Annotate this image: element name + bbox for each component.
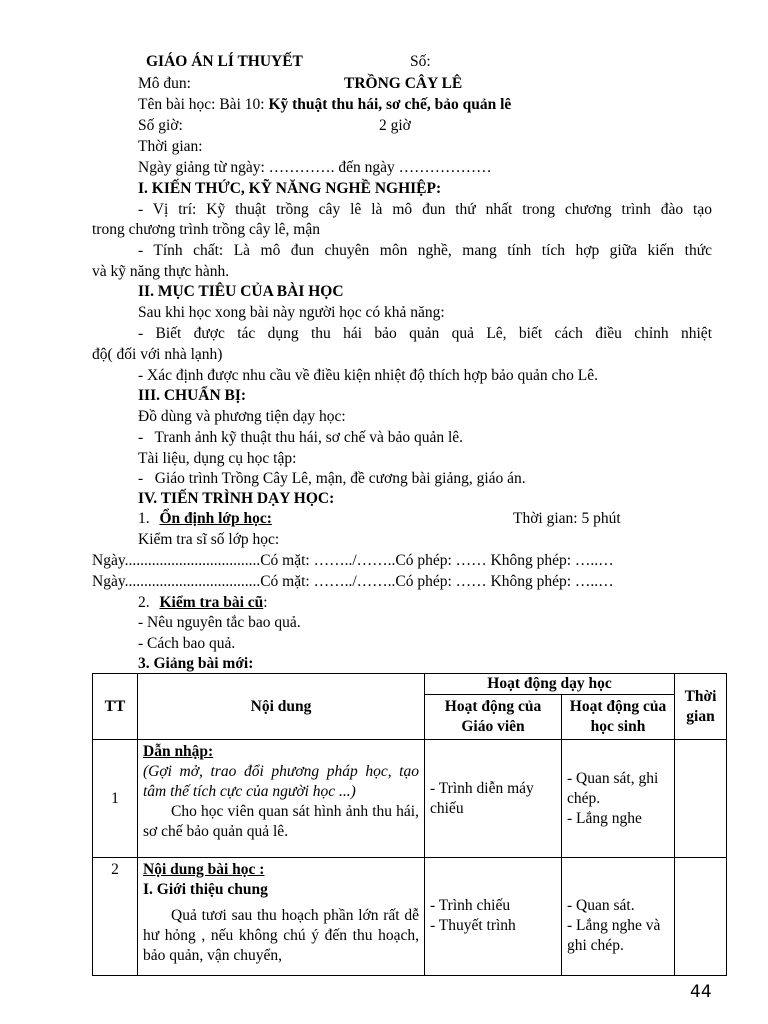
header-activities: Hoạt động dạy học (425, 674, 675, 695)
row-tt: 1 (93, 740, 138, 858)
row-teacher (425, 740, 562, 858)
teacher-activity: - Thuyết trình (430, 917, 516, 934)
nature-line2: và kỹ năng thực hành. (92, 263, 230, 280)
objective1-line1: - Biết được tác dụng thu hái bảo quản quả Lê, biết cách điều chỉnh nhiệt (138, 325, 712, 342)
section1-heading: I. KIẾN THỨC, KỸ NĂNG NGHỀ NGHIỆP: (138, 180, 442, 197)
header-teacher: Hoạt động của Giáo viên (425, 695, 562, 740)
step1-number: 1. (138, 510, 150, 527)
row-student (562, 858, 675, 976)
step1 (138, 509, 272, 529)
row-teacher (425, 858, 562, 976)
materials-label: Tài liệu, dụng cụ học tập: (138, 450, 297, 467)
header-student: Hoạt động của học sinh (562, 695, 675, 740)
attendance-row-2: Ngày...................................Có mặt: ……../……..Có phép: …… Không phép: …..… (92, 573, 614, 590)
lesson-table (92, 673, 727, 976)
header-tt: TT (93, 674, 138, 740)
module-label: Mô đun: (138, 75, 191, 92)
module-name: TRỒNG CÂY LÊ (344, 75, 463, 92)
student-activity: - Lắng nghe và ghi chép. (567, 917, 661, 954)
lesson-label (138, 95, 511, 115)
nature-line1: - Tính chất: Là mô đun chuyên môn nghề, mang tính tích hợp giữa kiến thức (138, 242, 712, 259)
position-line2: trong chương trình trồng cây lê, mận (92, 221, 320, 238)
row-content (138, 858, 425, 976)
header-time: Thời gian (675, 674, 727, 740)
row-time (675, 858, 727, 976)
teaching-dates: Ngày giảng từ ngày: …………. đến ngày ……………… (138, 159, 492, 176)
page-number: 44 (690, 982, 712, 1002)
step2-colon: : (263, 594, 268, 611)
step1-time: Thời gian: 5 phút (513, 510, 621, 527)
table-row (93, 740, 727, 858)
tools-item: - Tranh ảnh kỹ thuật thu hái, sơ chế và bảo quản lê. (138, 429, 464, 446)
section3-heading: III. CHUẨN BỊ: (138, 387, 247, 404)
lesson-name: Kỹ thuật thu hái, sơ chế, bảo quản lê (268, 96, 512, 113)
student-activity: - Quan sát. (567, 897, 635, 914)
step2-title: Kiểm tra bài cũ (159, 594, 264, 611)
row-time (675, 740, 727, 858)
section2-heading: II. MỤC TIÊU CỦA BÀI HỌC (138, 283, 344, 300)
row-body: Quả tươi sau thu hoạch phần lớn rất dễ hư hỏng , nếu không chú ý đến thu hoạch, bảo quản, vận chuyển, (143, 907, 419, 964)
student-activity: - Lắng nghe (567, 809, 642, 827)
row-title: Dẫn nhập: (143, 743, 214, 760)
time-label: Thời gian: (138, 138, 203, 155)
row-tt: 2 (93, 858, 138, 976)
step2 (138, 593, 268, 613)
section4-heading: IV. TIẾN TRÌNH DẠY HỌC: (138, 490, 335, 507)
student-activity: - Quan sát, ghi chép. (567, 769, 659, 807)
attendance-row-1: Ngày...................................Có mặt: ……../……..Có phép: …… Không phép: …..… (92, 552, 614, 569)
position-line1: - Vị trí: Kỹ thuật trồng cây lê là mô đun thứ nhất trong chương trình đào tạo (138, 201, 712, 218)
hours-label: Số giờ: (138, 117, 183, 134)
objective2: - Xác định được nhu cầu về điều kiện nhiệt độ thích hợp bảo quản cho Lê. (138, 367, 598, 384)
row-student (562, 740, 675, 858)
review-question-1: - Nêu nguyên tắc bao quả. (138, 614, 301, 631)
plan-title: GIÁO ÁN LÍ THUYẾT (146, 53, 303, 70)
header-content: Nội dung (138, 674, 425, 740)
lesson-label-text: Tên bài học: Bài 10: (138, 96, 265, 113)
attendance-label: Kiểm tra sĩ số lớp học: (138, 531, 280, 548)
row-subtitle: I. Giới thiệu chung (143, 881, 268, 898)
teacher-activity: - Trình chiếu (430, 897, 511, 914)
step1-title: Ổn định lớp học: (159, 510, 272, 527)
step3-title: 3. Giảng bài mới: (138, 655, 254, 672)
row-content (138, 740, 425, 858)
hours-value: 2 giờ (379, 117, 411, 134)
review-question-2: - Cách bao quả. (138, 635, 236, 652)
tools-label: Đồ dùng và phương tiện dạy học: (138, 408, 346, 425)
teacher-activity: - Trình diễn máy chiếu (430, 779, 534, 817)
table-row (93, 858, 727, 976)
objective1-line2: độ( đối với nhà lạnh) (92, 346, 223, 363)
row-title: Nội dung bài học : (143, 861, 265, 878)
row-italic-text: (Gợi mở, trao đổi phương pháp học, tạo tâm thế tích cực của người học ...) (143, 763, 419, 800)
plan-number-label: Số: (410, 53, 431, 70)
objectives-intro: Sau khi học xong bài này người học có khả năng: (138, 304, 445, 321)
materials-item: - Giáo trình Trồng Cây Lê, mận, đề cương bài giảng, giáo án. (138, 470, 526, 487)
row-body: Cho học viên quan sát hình ảnh thu hái, sơ chế bảo quản quả lê. (143, 803, 419, 840)
step2-number: 2. (138, 594, 150, 611)
